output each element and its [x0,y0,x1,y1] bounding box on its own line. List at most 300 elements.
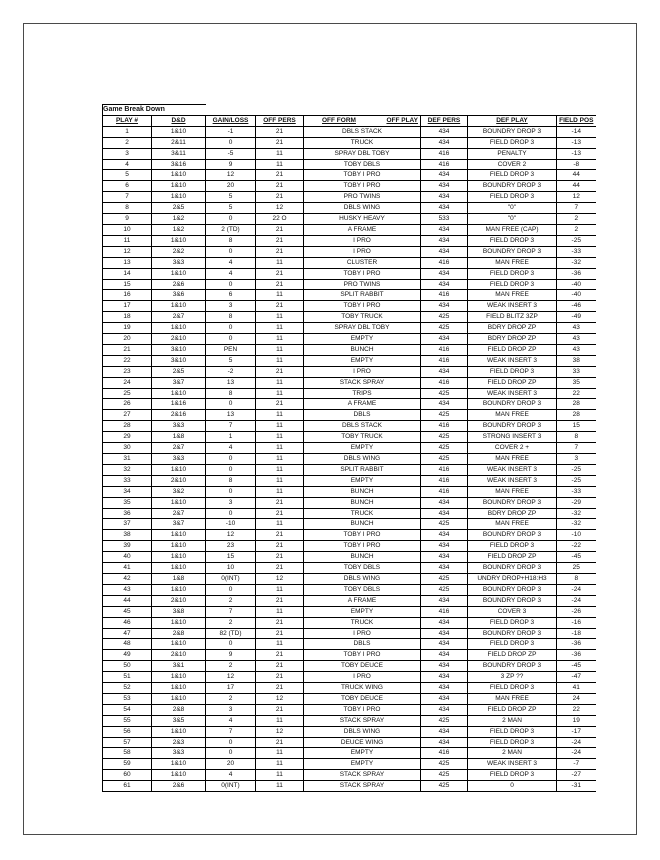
cell-field-pos: -45 [557,552,596,563]
cell-field-pos: -26 [557,606,596,617]
cell-def-play: FIELD DROP 3 [468,268,557,279]
cell-dd: 2&10 [152,334,206,345]
cell-field-pos: 15 [557,421,596,432]
cell-def-pers: 416 [421,464,468,475]
cell-off-pers: 11 [256,344,304,355]
cell-field-pos: -24 [557,737,596,748]
cell-field-pos: 28 [557,399,596,410]
cell-off-pers: 21 [256,628,304,639]
cell-off-form: I PRO [304,672,421,683]
cell-field-pos: -47 [557,672,596,683]
cell-field-pos: -36 [557,268,596,279]
table-row [103,475,596,486]
cell-play: 16 [103,290,152,301]
table-row [103,290,596,301]
cell-dd: 1&10 [152,639,206,650]
cell-def-pers: 416 [421,475,468,486]
cell-def-play: BOUNDRY DROP 3 [468,584,557,595]
cell-field-pos: -36 [557,650,596,661]
cell-gain-loss: 0 [206,737,256,748]
cell-def-pers: 425 [421,519,468,530]
cell-field-pos: 7 [557,203,596,214]
cell-off-pers: 11 [256,159,304,170]
cell-def-play: 2 MAN [468,715,557,726]
cell-off-form: SPRAY DBL TOBY [304,148,421,159]
cell-off-pers: 21 [256,737,304,748]
cell-def-play: PENALTY [468,148,557,159]
cell-off-form: A FRAME [304,595,421,606]
cell-off-form: TRUCK WING [304,683,421,694]
cell-def-pers: 425 [421,715,468,726]
cell-def-pers: 416 [421,486,468,497]
cell-play: 56 [103,726,152,737]
cell-def-play: WEAK INSERT 3 [468,355,557,366]
cell-dd: 3&1 [152,661,206,672]
cell-play: 8 [103,203,152,214]
cell-gain-loss: 8 [206,235,256,246]
cell-off-form: I PRO [304,366,421,377]
cell-gain-loss: 13 [206,410,256,421]
cell-play: 43 [103,584,152,595]
table-title-row [103,105,596,116]
cell-def-pers: 434 [421,279,468,290]
cell-play: 11 [103,235,152,246]
cell-field-pos: -29 [557,497,596,508]
cell-def-play: MAN FREE [468,693,557,704]
cell-dd: 1&10 [152,126,206,137]
cell-off-pers: 11 [256,421,304,432]
cell-play: 27 [103,410,152,421]
cell-gain-loss: 5 [206,192,256,203]
cell-def-play: FIELD DROP 3 [468,137,557,148]
table-row [103,519,596,530]
cell-def-play: BDRY DROP ZP [468,323,557,334]
cell-off-form: STACK SPRAY [304,715,421,726]
cell-def-play: FIELD DROP 3 [468,366,557,377]
cell-off-form: TRUCK [304,137,421,148]
cell-play: 29 [103,432,152,443]
cell-def-play: MAN FREE [468,257,557,268]
cell-dd: 1&10 [152,181,206,192]
cell-def-play: BOUNDRY DROP 3 [468,661,557,672]
cell-off-pers: 21 [256,508,304,519]
cell-gain-loss: 1 [206,432,256,443]
cell-play: 9 [103,214,152,225]
cell-def-pers: 416 [421,257,468,268]
header-play: PLAY # [103,115,152,126]
cell-off-pers: 12 [256,573,304,584]
cell-off-pers: 21 [256,246,304,257]
cell-field-pos: 43 [557,344,596,355]
cell-off-form: BUNCH [304,552,421,563]
cell-off-form: TOBY I PRO [304,530,421,541]
cell-field-pos: 2 [557,214,596,225]
cell-play: 48 [103,639,152,650]
cell-off-pers: 21 [256,563,304,574]
cell-off-form: TRIPS [304,388,421,399]
table-row [103,661,596,672]
cell-def-play: STRONG INSERT 3 [468,432,557,443]
table-row [103,334,596,345]
cell-def-pers: 434 [421,301,468,312]
cell-play: 44 [103,595,152,606]
cell-play: 4 [103,159,152,170]
cell-off-pers: 11 [256,464,304,475]
cell-def-play: BDRY DROP ZP [468,334,557,345]
cell-play: 50 [103,661,152,672]
cell-def-pers: 425 [421,770,468,781]
cell-def-pers: 434 [421,137,468,148]
cell-def-play: FIELD DROP 3 [468,737,557,748]
cell-dd: 1&10 [152,497,206,508]
cell-off-form: SPLIT RABBIT [304,464,421,475]
cell-field-pos: 22 [557,388,596,399]
cell-gain-loss: -1 [206,126,256,137]
cell-play: 13 [103,257,152,268]
cell-play: 30 [103,443,152,454]
cell-play: 12 [103,246,152,257]
cell-off-pers: 11 [256,388,304,399]
cell-def-play: FIELD DROP 3 [468,770,557,781]
cell-off-form: DBLS WING [304,726,421,737]
cell-def-pers: 416 [421,377,468,388]
cell-field-pos: 43 [557,323,596,334]
cell-play: 25 [103,388,152,399]
cell-dd: 3&10 [152,344,206,355]
cell-off-pers: 11 [256,715,304,726]
cell-dd: 1&10 [152,235,206,246]
cell-field-pos: 44 [557,170,596,181]
cell-def-pers: 434 [421,563,468,574]
cell-gain-loss: 0 [206,748,256,759]
cell-play: 52 [103,683,152,694]
cell-dd: 3&7 [152,377,206,388]
cell-field-pos: 24 [557,693,596,704]
cell-play: 1 [103,126,152,137]
document-page [23,23,637,835]
table-row [103,312,596,323]
cell-off-form: EMPTY [304,475,421,486]
cell-field-pos: -49 [557,312,596,323]
cell-gain-loss: 0 [206,214,256,225]
game-breakdown-table [102,104,596,792]
cell-field-pos: -32 [557,508,596,519]
cell-off-form: DBLS WING [304,573,421,584]
cell-gain-loss: 5 [206,355,256,366]
cell-gain-loss: 0 [206,454,256,465]
cell-def-pers: 434 [421,366,468,377]
cell-field-pos: -25 [557,235,596,246]
cell-dd: 3&3 [152,748,206,759]
cell-def-play: BOUNDRY DROP 3 [468,246,557,257]
table-row [103,399,596,410]
cell-gain-loss: 0 [206,246,256,257]
cell-play: 19 [103,323,152,334]
cell-def-play: UNDRY DROP+H18:H3 [468,573,557,584]
table-row [103,257,596,268]
cell-gain-loss: 0 [206,399,256,410]
table-row [103,781,596,792]
cell-play: 7 [103,192,152,203]
cell-dd: 1&10 [152,530,206,541]
cell-field-pos: 41 [557,683,596,694]
cell-play: 24 [103,377,152,388]
cell-off-pers: 11 [256,606,304,617]
cell-off-form: DBLS STACK [304,421,421,432]
cell-gain-loss: 9 [206,159,256,170]
cell-def-play: 0 [468,781,557,792]
cell-def-pers: 434 [421,726,468,737]
table-row [103,126,596,137]
cell-off-form: TOBY DEUCE [304,661,421,672]
cell-field-pos: -16 [557,617,596,628]
cell-dd: 2&6 [152,279,206,290]
cell-def-pers: 434 [421,268,468,279]
cell-play: 22 [103,355,152,366]
table-row [103,617,596,628]
cell-play: 14 [103,268,152,279]
cell-off-form: DBLS [304,639,421,650]
table-row [103,595,596,606]
cell-dd: 2&10 [152,595,206,606]
cell-off-pers: 11 [256,781,304,792]
cell-def-play: FIELD DROP 3 [468,639,557,650]
cell-off-pers: 11 [256,454,304,465]
cell-off-pers: 11 [256,770,304,781]
cell-gain-loss: 4 [206,257,256,268]
cell-dd: 3&10 [152,355,206,366]
cell-off-pers: 21 [256,595,304,606]
cell-dd: 1&10 [152,770,206,781]
cell-off-pers: 22 O [256,214,304,225]
cell-def-pers: 434 [421,541,468,552]
cell-field-pos: -13 [557,137,596,148]
cell-gain-loss: 82 (TD) [206,628,256,639]
cell-off-pers: 21 [256,497,304,508]
cell-gain-loss: 2 [206,595,256,606]
cell-off-form: I PRO [304,246,421,257]
cell-dd: 2&10 [152,475,206,486]
table-row [103,737,596,748]
cell-field-pos: 3 [557,454,596,465]
table-row [103,628,596,639]
table-row [103,301,596,312]
table-row [103,726,596,737]
cell-play: 37 [103,519,152,530]
cell-field-pos: 7 [557,443,596,454]
cell-off-form: TOBY I PRO [304,541,421,552]
cell-def-play: FIELD DROP ZP [468,377,557,388]
cell-off-form: STACK SPRAY [304,377,421,388]
cell-def-pers: 533 [421,214,468,225]
cell-play: 33 [103,475,152,486]
cell-off-pers: 11 [256,290,304,301]
cell-off-form: DBLS WING [304,203,421,214]
cell-def-pers: 416 [421,290,468,301]
cell-field-pos: 44 [557,181,596,192]
cell-dd: 2&8 [152,628,206,639]
cell-field-pos: -31 [557,781,596,792]
cell-play: 17 [103,301,152,312]
table-row [103,606,596,617]
cell-def-pers: 434 [421,650,468,661]
cell-play: 35 [103,497,152,508]
table-row [103,170,596,181]
table-row [103,486,596,497]
cell-dd: 2&7 [152,508,206,519]
cell-dd: 2&11 [152,137,206,148]
cell-field-pos: 2 [557,224,596,235]
header-gain-loss: GAIN/LOSS [206,115,256,126]
cell-off-pers: 21 [256,170,304,181]
cell-off-pers: 21 [256,126,304,137]
cell-def-pers: 425 [421,454,468,465]
cell-def-pers: 434 [421,552,468,563]
cell-field-pos: 22 [557,704,596,715]
cell-off-pers: 11 [256,443,304,454]
cell-off-form: SPLIT RABBIT [304,290,421,301]
cell-off-pers: 21 [256,530,304,541]
cell-off-pers: 11 [256,639,304,650]
cell-off-pers: 21 [256,650,304,661]
cell-off-form: EMPTY [304,355,421,366]
cell-gain-loss: 2 [206,661,256,672]
cell-play: 53 [103,693,152,704]
cell-off-pers: 11 [256,475,304,486]
cell-def-pers: 425 [421,573,468,584]
cell-gain-loss: 0 [206,334,256,345]
cell-off-form: BUNCH [304,519,421,530]
cell-off-pers: 21 [256,552,304,563]
cell-off-pers: 12 [256,203,304,214]
table-row [103,246,596,257]
cell-def-pers: 434 [421,192,468,203]
cell-play: 26 [103,399,152,410]
table-row [103,388,596,399]
cell-field-pos: -45 [557,661,596,672]
cell-gain-loss: 0(INT) [206,573,256,584]
cell-dd: 1&10 [152,323,206,334]
cell-field-pos: -33 [557,246,596,257]
cell-play: 51 [103,672,152,683]
cell-gain-loss: 12 [206,170,256,181]
cell-dd: 1&10 [152,192,206,203]
cell-field-pos: 28 [557,410,596,421]
cell-off-pers: 11 [256,355,304,366]
table-row [103,224,596,235]
cell-dd: 2&10 [152,650,206,661]
table-row [103,759,596,770]
cell-field-pos: -40 [557,279,596,290]
table-row [103,366,596,377]
cell-gain-loss: 13 [206,377,256,388]
table-row [103,715,596,726]
cell-gain-loss: -10 [206,519,256,530]
cell-off-form: EMPTY [304,443,421,454]
cell-dd: 3&3 [152,421,206,432]
cell-dd: 1&10 [152,552,206,563]
header-off-play: OFF PLAY [386,116,418,124]
cell-gain-loss: -5 [206,148,256,159]
cell-def-play: FIELD DROP ZP [468,552,557,563]
table-row [103,235,596,246]
cell-field-pos: 25 [557,563,596,574]
cell-field-pos: -7 [557,759,596,770]
cell-gain-loss: 2 [206,693,256,704]
cell-def-pers: 425 [421,781,468,792]
cell-dd: 3&6 [152,290,206,301]
cell-off-pers: 11 [256,584,304,595]
table-row [103,563,596,574]
cell-def-play: FIELD DROP 3 [468,617,557,628]
cell-off-form: TOBY I PRO [304,704,421,715]
cell-play: 45 [103,606,152,617]
cell-gain-loss: 3 [206,497,256,508]
cell-off-pers: 21 [256,704,304,715]
cell-dd: 2&3 [152,737,206,748]
cell-play: 57 [103,737,152,748]
cell-field-pos: -25 [557,475,596,486]
cell-def-play: WEAK INSERT 3 [468,475,557,486]
cell-def-pers: 434 [421,246,468,257]
cell-off-pers: 21 [256,192,304,203]
cell-gain-loss: 10 [206,563,256,574]
cell-def-pers: 434 [421,235,468,246]
cell-field-pos: -46 [557,301,596,312]
cell-def-play: FIELD DROP 3 [468,726,557,737]
cell-off-form: I PRO [304,235,421,246]
cell-def-play: MAN FREE [468,410,557,421]
cell-dd: 2&8 [152,704,206,715]
cell-field-pos: -40 [557,290,596,301]
cell-dd: 3&11 [152,148,206,159]
cell-off-pers: 11 [256,486,304,497]
cell-def-pers: 434 [421,203,468,214]
cell-off-pers: 21 [256,661,304,672]
cell-def-pers: 434 [421,334,468,345]
cell-off-form: BUNCH [304,497,421,508]
header-off-form: OFF FORM [322,116,356,124]
cell-gain-loss: 5 [206,203,256,214]
cell-off-pers: 11 [256,410,304,421]
cell-off-pers: 11 [256,377,304,388]
cell-def-pers: 416 [421,148,468,159]
cell-gain-loss: 4 [206,443,256,454]
cell-off-form: TRUCK [304,508,421,519]
cell-off-pers: 11 [256,759,304,770]
cell-off-form: TOBY I PRO [304,268,421,279]
cell-play: 42 [103,573,152,584]
cell-off-form: I PRO [304,628,421,639]
cell-def-pers: 425 [421,388,468,399]
cell-off-pers: 21 [256,366,304,377]
cell-gain-loss: 9 [206,650,256,661]
cell-play: 55 [103,715,152,726]
cell-gain-loss: 7 [206,726,256,737]
table-row [103,541,596,552]
cell-dd: 2&7 [152,443,206,454]
cell-play: 47 [103,628,152,639]
cell-play: 15 [103,279,152,290]
cell-off-form: BUNCH [304,486,421,497]
cell-dd: 1&10 [152,672,206,683]
cell-gain-loss: 0 [206,323,256,334]
cell-field-pos: -8 [557,159,596,170]
cell-gain-loss: 12 [206,672,256,683]
cell-dd: 1&10 [152,541,206,552]
cell-gain-loss: 8 [206,312,256,323]
cell-def-pers: 416 [421,344,468,355]
